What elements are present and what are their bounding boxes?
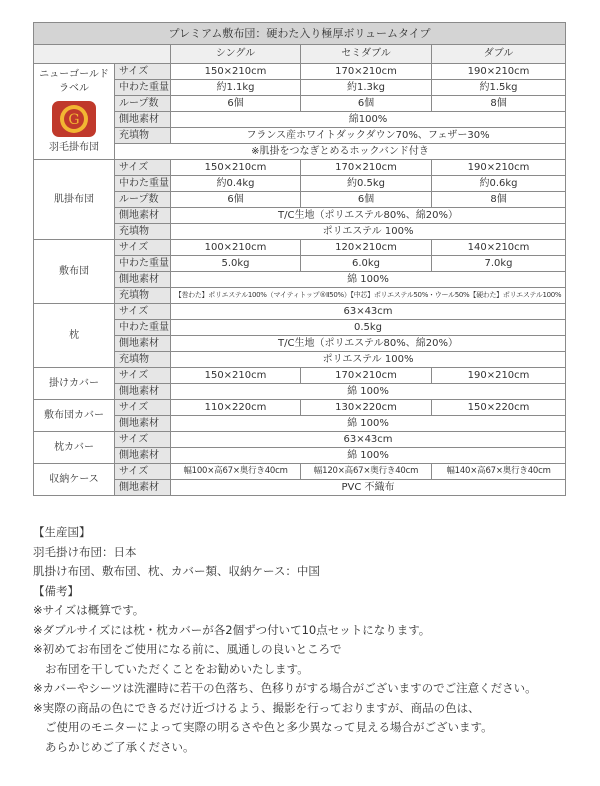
cell: 63×43cm [171, 304, 566, 320]
cell: 190×210cm [432, 160, 566, 176]
col-header-single: シングル [171, 45, 301, 64]
row-label: 中わた重量 [115, 80, 171, 96]
group-shiki: 敷布団 [34, 240, 115, 304]
cell: ポリエステル 100% [171, 224, 566, 240]
row-label: ループ数 [115, 192, 171, 208]
cell: 150×210cm [171, 368, 301, 384]
cell: 8個 [432, 96, 566, 112]
cell: 綿 100% [171, 384, 566, 400]
row-label: 側地素材 [115, 272, 171, 288]
cell: 150×210cm [171, 160, 301, 176]
row-label: 充填物 [115, 128, 171, 144]
cell: 150×220cm [432, 400, 566, 416]
row-label: 中わた重量 [115, 176, 171, 192]
row-label: 充填物 [115, 352, 171, 368]
cell: 170×210cm [301, 160, 432, 176]
remarks-heading: 【備考】 [33, 583, 79, 598]
cell: 綿 100% [171, 272, 566, 288]
cell: 150×210cm [171, 64, 301, 80]
group-hada: 肌掛布団 [34, 160, 115, 240]
cell: 約0.4kg [171, 176, 301, 192]
cell: 幅140×高67×奥行き40cm [432, 464, 566, 480]
cell: 約1.5kg [432, 80, 566, 96]
cell: 6個 [171, 96, 301, 112]
group-makura: 枕 [34, 304, 115, 368]
group-case: 収納ケース [34, 464, 115, 496]
row-label: 中わた重量 [115, 320, 171, 336]
row-label: 側地素材 [115, 112, 171, 128]
gold-label-logo-icon [51, 100, 97, 138]
cell: 110×220cm [171, 400, 301, 416]
logo-letter: G [68, 112, 80, 128]
cell: 綿 100% [171, 416, 566, 432]
remark-line: ※ダブルサイズには枕・枕カバーが各2個ずつ付いて10点セットになります。 [33, 622, 431, 637]
cell: 6個 [301, 96, 432, 112]
group-down-name-3: 羽毛掛布団 [49, 142, 99, 153]
cell: 約1.1kg [171, 80, 301, 96]
origin-heading: 【生産国】 [33, 525, 91, 539]
cell: フランス産ホワイトダックダウン70%、フェザー30% [171, 128, 566, 144]
row-label: 側地素材 [115, 208, 171, 224]
row-label: サイズ [115, 160, 171, 176]
cell: 6個 [301, 192, 432, 208]
cell: 120×210cm [301, 240, 432, 256]
cell: 63×43cm [171, 432, 566, 448]
group-shiki-cover: 敷布団カバー [34, 400, 115, 432]
cell: 6.0kg [301, 256, 432, 272]
row-label: 側地素材 [115, 384, 171, 400]
row-label: 側地素材 [115, 480, 171, 496]
cell: 幅120×高67×奥行き40cm [301, 464, 432, 480]
notes-section [33, 523, 593, 757]
cell: T/C生地（ポリエステル80%、綿20%） [171, 336, 566, 352]
group-down-name-1: ニューゴールド [39, 69, 109, 80]
spec-table [33, 22, 566, 496]
cell: 100×210cm [171, 240, 301, 256]
cell: 130×220cm [301, 400, 432, 416]
row-label: サイズ [115, 304, 171, 320]
col-header-double: ダブル [432, 45, 566, 64]
cell: 約0.6kg [432, 176, 566, 192]
row-label: サイズ [115, 240, 171, 256]
cell: 【巻わた】ポリエステル100%（マイティトップ®Ⅱ50%）【中芯】ポリエステル50%・ウール50%【硬わた】ポリエステル100% [171, 288, 566, 304]
row-label: 充填物 [115, 288, 171, 304]
header-blank [34, 45, 171, 64]
remark-line: ※サイズは概算です。 [33, 603, 145, 617]
row-label: 側地素材 [115, 416, 171, 432]
cell: 約0.5kg [301, 176, 432, 192]
cell: 6個 [171, 192, 301, 208]
remark-line: ※実際の商品の色にできるだけ近づけるよう、撮影を行っておりますが、商品の色は、 [33, 700, 480, 715]
row-label: サイズ [115, 400, 171, 416]
cell: 幅100×高67×奥行き40cm [171, 464, 301, 480]
cell: T/C生地（ポリエステル80%、綿20%） [171, 208, 566, 224]
table-title: プレミアム敷布団：硬わた入り極厚ボリュームタイプ [34, 23, 566, 45]
cell: 190×210cm [432, 64, 566, 80]
row-label: サイズ [115, 432, 171, 448]
remark-line: あらかじめご了承ください。 [45, 739, 195, 754]
row-label: サイズ [115, 64, 171, 80]
group-down-comforter [34, 64, 115, 160]
group-kake-cover: 掛けカバー [34, 368, 115, 400]
cell: 7.0kg [432, 256, 566, 272]
origin-line: 羽毛掛け布団：日本 [33, 544, 137, 559]
col-header-semidouble: セミダブル [301, 45, 432, 64]
cell: 170×210cm [301, 368, 432, 384]
cell: 170×210cm [301, 64, 432, 80]
cell: 140×210cm [432, 240, 566, 256]
row-label: ループ数 [115, 96, 171, 112]
origin-line: 肌掛け布団、敷布団、枕、カバー類、収納ケース：中国 [33, 564, 320, 578]
row-label: 側地素材 [115, 336, 171, 352]
cell: 綿 100% [171, 448, 566, 464]
remark-line: ※カバーやシーツは洗濯時に若干の色落ち、色移りがする場合がございますのでご注意ください。 [33, 681, 537, 695]
hook-band-note: ※肌掛をつなぎとめるホックバンド付き [115, 144, 566, 160]
cell: ポリエステル 100% [171, 352, 566, 368]
group-makura-cover: 枕カバー [34, 432, 115, 464]
cell: 190×210cm [432, 368, 566, 384]
row-label: 側地素材 [115, 448, 171, 464]
row-label: 充填物 [115, 224, 171, 240]
cell: 綿100% [171, 112, 566, 128]
cell: 8個 [432, 192, 566, 208]
cell: PVC 不織布 [171, 480, 566, 496]
row-label: サイズ [115, 368, 171, 384]
remark-line: お布団を干していただくことをお勧めいたします。 [45, 661, 309, 676]
row-label: サイズ [115, 464, 171, 480]
remark-line: ご使用のモニターによって実際の明るさや色と多少異なって見える場合がございます。 [45, 720, 493, 734]
row-label: 中わた重量 [115, 256, 171, 272]
cell: 5.0kg [171, 256, 301, 272]
remark-line: ※初めてお布団をご使用になる前に、風通しの良いところで [33, 642, 342, 656]
cell: 0.5kg [171, 320, 566, 336]
cell: 約1.3kg [301, 80, 432, 96]
group-down-name-2: ラベル [59, 83, 89, 94]
